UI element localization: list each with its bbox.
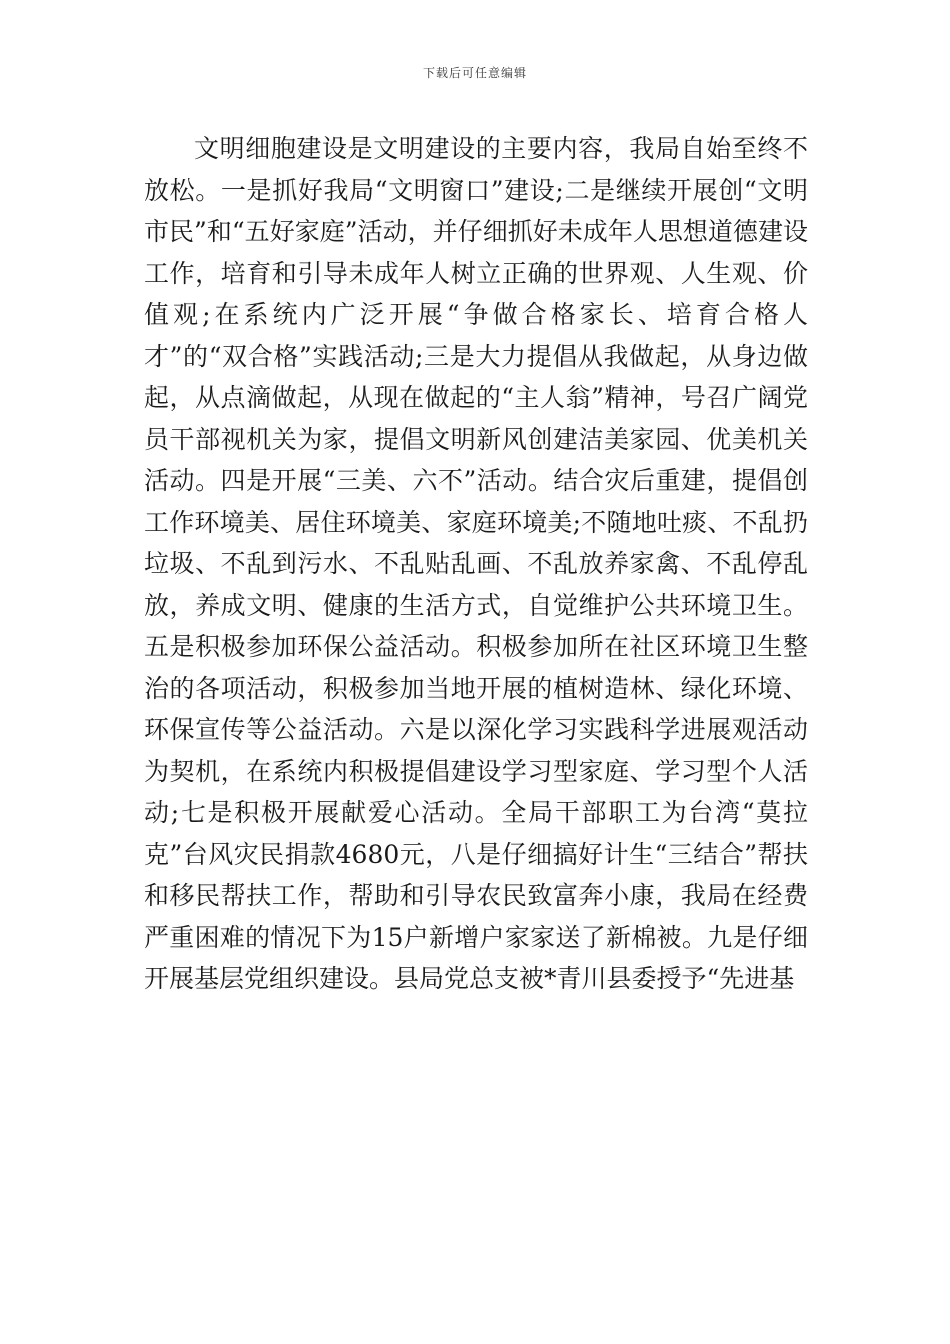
body-paragraph: 文明细胞建设是文明建设的主要内容，我局自始至终不放松。一是抓好我局“文明窗口”建设;二是继续开展创“文明市民”和“五好家庭”活动，并仔细抓好未成年人思想道德建设工作，培育和引导未成年人树立正确的世界观、人生观、价值观;在系统内广泛开展“争做合格家长、培育合格人才”的“双合格”实践活动;三是大力提倡从我做起，从身边做起，从点滴做起，从现在做起的“主人翁”精神，号召广阔党员干部视机关为家，提倡文明新风创建洁美家园、优美机关活动。四是开展“三美、六不”活动。结合灾后重建，提倡创工作环境美、居住环境美、家庭环境美;不随地吐痰、不乱扔垃圾、不乱到污水、不乱贴乱画、不乱放养家禽、不乱停乱放，养成文明、健康的生活方式，自觉维护公共环境卫生。五是积极参加环保公益活动。积极参加所在社区环境卫生整治的各项活动，积极参加当地开展的植树造林、绿化环境、环保宣传等公益活动。六是以深化学习实践科学进展观活动为契机，在系统内积极提倡建设学习型家庭、学习型个人活动;七是积极开展献爱心活动。全局干部职工为台湾“莫拉克”台风灾民捐款4680元，八是仔细搞好计生“三结合”帮扶和移民帮扶工作，帮助和引导农民致富奔小康，我局在经费严重困难的情况下为15户新增户家家送了新棉被。九是仔细开展基层党组织建设。县局党总支被*青川县委授予“先进基	[144, 134, 808, 993]
page-header-note: 下载后可任意编辑	[422, 66, 527, 80]
